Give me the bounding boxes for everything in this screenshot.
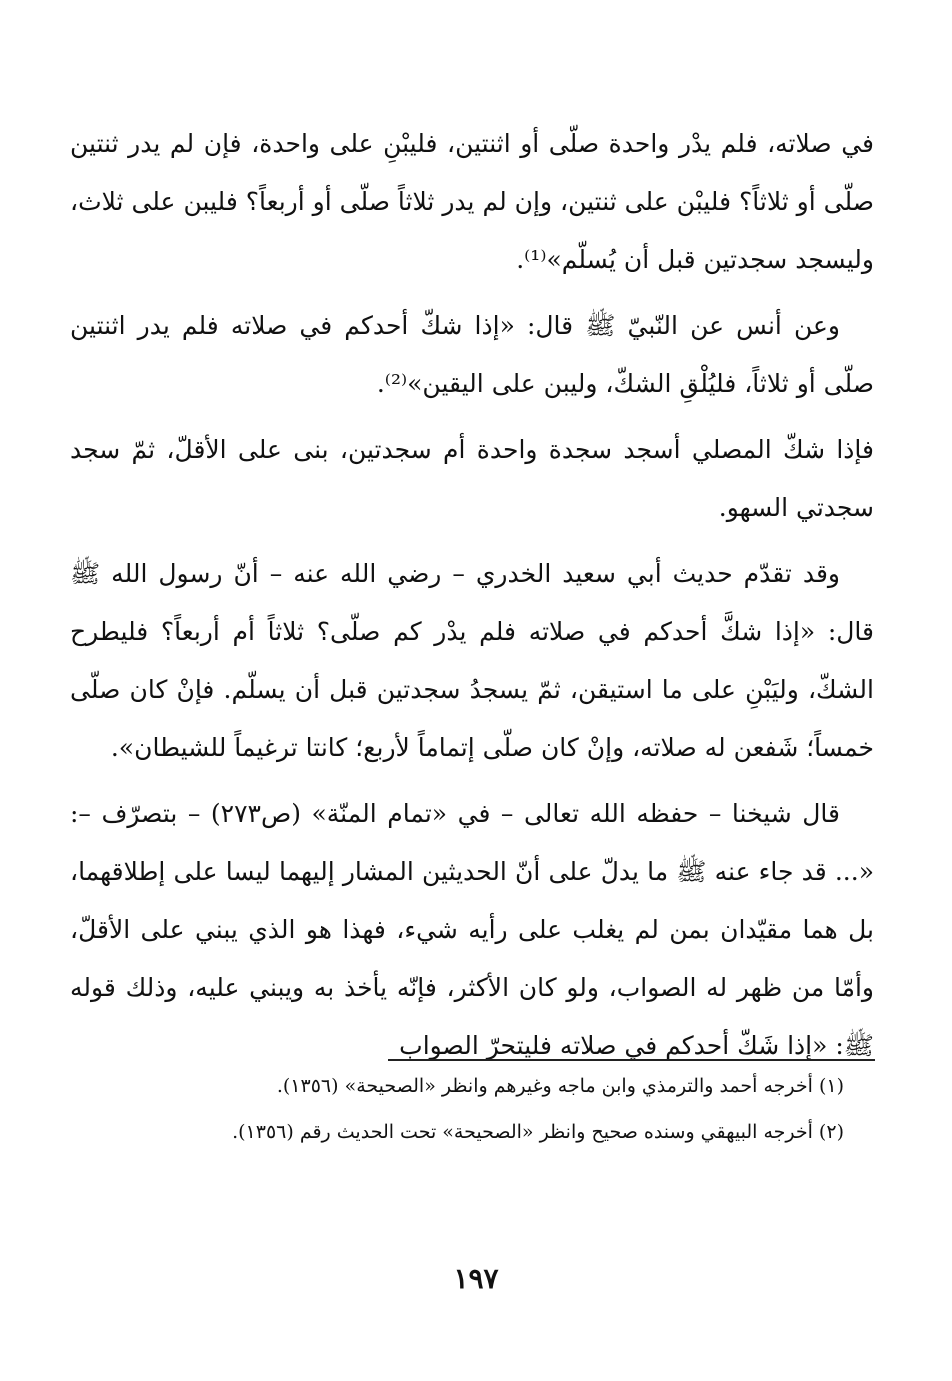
- paragraph-4: وقد تقدّم حديث أبي سعيد الخدري – رضي الله عنه – أنّ رسول الله ﷺ قال: «إذا شكَّ أحدكم في صلاته فلم يدْر كم صلّى؟ ثلاثاً أم أربعاً؟ فليطرح الشكّ، وليَبْنِ على ما استيقن، ثمّ يسجدُ سجدتين قبل أن يسلّم. فإنْ كان صلّى خمساً؛ شَفعن له صلاته، وإنْ كان صلّى إتماماً لأربع؛ كانتا ترغيماً للشيطان».: [70, 559, 874, 762]
- paragraph-1: في صلاته، فلم يدْر واحدة صلّى أو اثنتين، فليبْنِ على واحدة، فإن لم يدر ثنتين صلّى أو ثلاثاً؟ فليبْن على ثنتين، وإن لم يدر ثلاثاً صلّى أو أربعاً؟ فليبن على ثلاث، وليسجد سجدتين قبل أن يُسلّم»⁽¹⁾.: [70, 129, 874, 274]
- paragraph-3: فإذا شكّ المصلي أسجد سجدة واحدة أم سجدتين، بنى على الأقلّ، ثمّ سجد سجدتي السهو.: [70, 435, 874, 522]
- paragraph-2: وعن أنس عن النّبيّ ﷺ قال: «إذا شكّ أحدكم في صلاته فلم يدر اثنتين صلّى أو ثلاثاً، فليُلْقِ الشكّ، وليبن على اليقين»⁽²⁾.: [70, 311, 874, 398]
- footnote-2: (٢) أخرجه البيهقي وسنده صحيح وانظر «الصحيحة» تحت الحديث رقم (١٣٥٦).: [232, 1121, 844, 1143]
- footnotes: [72, 1066, 874, 1158]
- footnote-1: (١) أخرجه أحمد والترمذي وابن ماجه وغيرهم وانظر «الصحيحة» (١٣٥٦).: [276, 1075, 844, 1097]
- page-number: ١٩٧: [453, 1262, 499, 1295]
- main-text: [70, 115, 874, 1083]
- footnote-divider: [388, 1059, 875, 1061]
- paragraph-5: قال شيخنا – حفظه الله تعالى – في «تمام المنّة» (ص٢٧٣) – بتصرّف –: «... قد جاء عنه ﷺ ما يدلّ على أنّ الحديثين المشار إليهما ليسا على إطلاقهما، بل هما مقيّدان بمن لم يغلب على رأيه شيء، فهذا هو الذي يبني على الأقلّ، وأمّا من ظهر له الصواب، ولو كان الأكثر، فإنّه يأخذ به ويبني عليه، وذلك قوله ﷺ: «إذا شَكّ أحدكم في صلاته فليتحرّ الصواب: [70, 799, 874, 1060]
